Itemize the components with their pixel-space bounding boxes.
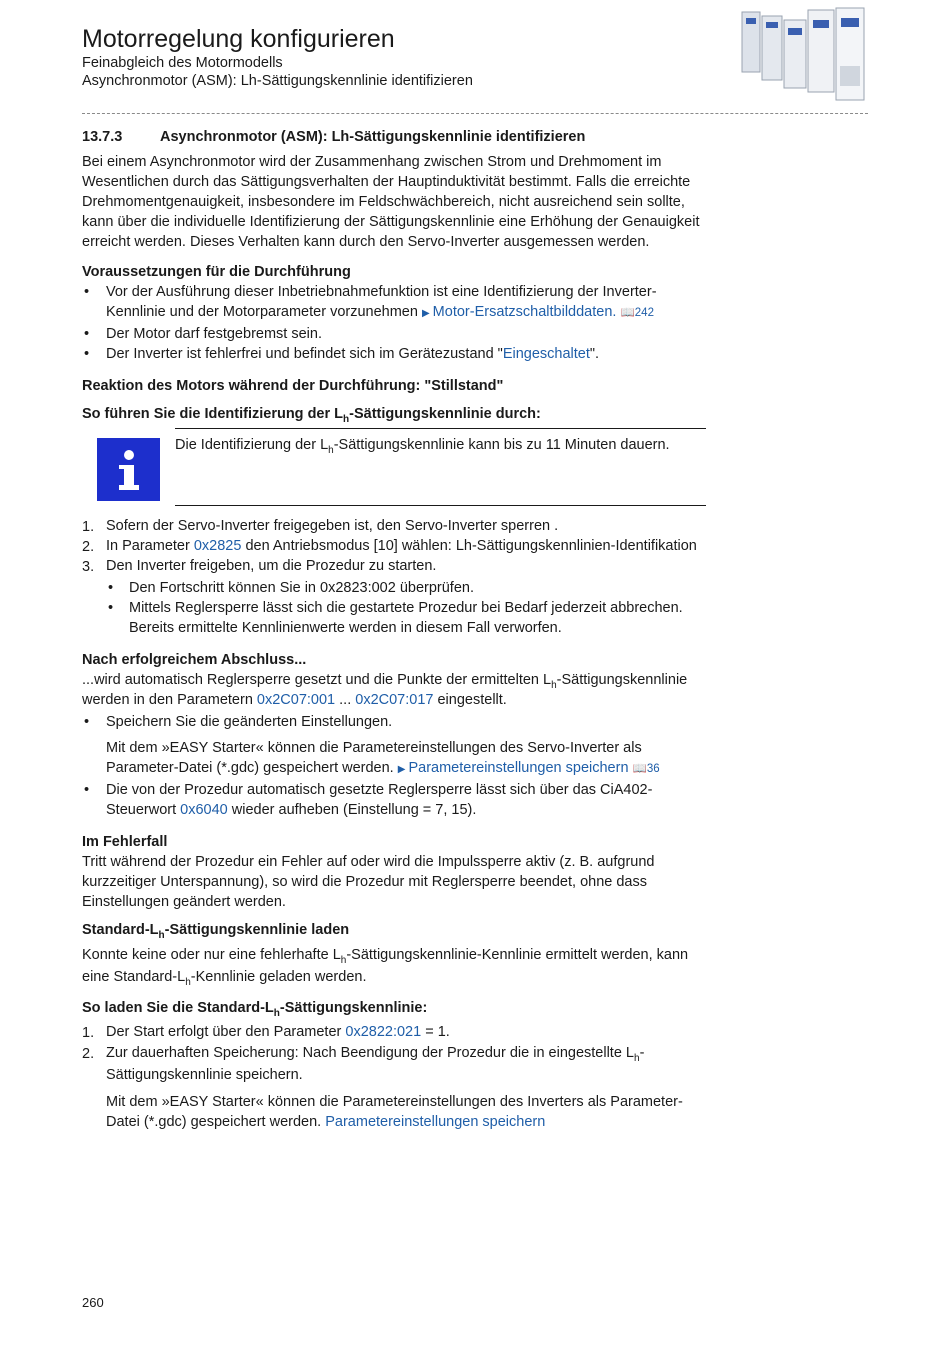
error-heading: Im Fehlerfall xyxy=(82,834,168,850)
main-content xyxy=(82,127,706,1132)
list-item: 2. Zur dauerhaften Speicherung: Nach Beendigung der Prozedur die in eingestellte $L_h$-Sättigungskennlinie speichern. Mit dem »EASY Starter« können die Parametereinstellungen des Inverters als Parameter-Datei (*.gdc) gespeichert werden. Parametereinstellungen speichern xyxy=(82,1045,683,1130)
howto-heading: So führen Sie die Identifizierung der $L_h$-Sättigungskennlinie durch: xyxy=(82,406,541,425)
list-item: 1. Der Start erfolgt über den Parameter 0x2822:021 = 1. xyxy=(82,1024,450,1041)
link-parametereinstellungen-speichern[interactable]: Parametereinstellungen speichern xyxy=(408,760,629,776)
section-breadcrumb: Asynchronmotor (ASM): Lh-Sättigungskennlinie identifizieren xyxy=(82,73,473,89)
link-0x2825[interactable]: 0x2825 xyxy=(193,538,242,554)
divider xyxy=(175,428,706,429)
arrow-right-icon: ▶ xyxy=(397,764,406,775)
load-steps xyxy=(82,1022,706,1132)
section-heading xyxy=(82,127,706,147)
list-item: • Mittels Reglersperre lässt sich die gestartete Prozedur bei Bedarf jederzeit abbrechen. Bereits ermittelte Kennlinienwerte werden in diesem Fall verworfen. xyxy=(106,598,706,638)
link-0x2c07-017[interactable]: 0x2C07:017 xyxy=(355,692,434,708)
steps-list xyxy=(82,516,706,638)
list-item: • Der Motor darf festgebremst sein. xyxy=(82,324,706,344)
prereq-list xyxy=(82,282,706,364)
subchapter-title: Feinabgleich des Motormodells xyxy=(82,55,283,71)
section-title: Asynchronmotor (ASM): Lh-Sättigungskennlinie identifizieren xyxy=(160,129,586,145)
list-item: • Der Inverter ist fehlerfrei und befindet sich im Gerätezustand "Eingeschaltet". xyxy=(82,344,706,364)
link-motor-ersatzschaltbilddaten[interactable]: Motor-Ersatzschaltbilddaten. xyxy=(432,304,617,320)
link-eingeschaltet[interactable]: Eingeschaltet xyxy=(502,346,590,362)
page-number: 260 xyxy=(82,1295,104,1310)
list-item: • Den Fortschritt können Sie in 0x2823:002 überprüfen. xyxy=(106,578,706,598)
reaction-heading: Reaktion des Motors während der Durchführung: "Stillstand" xyxy=(82,378,504,394)
book-icon: 📖 xyxy=(632,763,647,775)
link-parametereinstellungen-speichern[interactable]: Parametereinstellungen speichern xyxy=(325,1114,546,1130)
link-0x2c07-001[interactable]: 0x2C07:001 xyxy=(256,692,336,708)
sub-list xyxy=(106,578,706,638)
link-0x2822-021[interactable]: 0x2822:021 xyxy=(345,1024,422,1040)
arrow-right-icon: ▶ xyxy=(421,308,430,319)
success-list xyxy=(82,712,706,820)
standard-heading: Standard-$L_h$-Sättigungskennlinie laden xyxy=(82,922,350,941)
load-heading: So laden Sie die Standard-$L_h$-Sättigungskennlinie: xyxy=(82,1000,428,1019)
success-heading: Nach erfolgreichem Abschluss... xyxy=(82,652,307,668)
section-number: 13.7.3 xyxy=(82,129,123,145)
link-0x6040[interactable]: 0x6040 xyxy=(180,802,228,818)
chapter-title: Motorregelung konfigurieren xyxy=(82,25,395,53)
info-box xyxy=(82,428,706,512)
list-item: 1. Sofern der Servo-Inverter freigegeben ist, den Servo-Inverter sperren . xyxy=(82,518,559,535)
header-divider xyxy=(82,113,868,114)
list-item: 3. Den Inverter freigeben, um die Prozedur zu starten. • Den Fortschritt können Sie in 0x2823:002 überprüfen. • Mittels Reglersperre lässt sich die gestartete Prozedur bei Bedarf jederzeit abbrechen. Bereits ermittelte Kennlinienwerte werden in diesem Fall verworfen. xyxy=(82,556,706,638)
list-item: • Vor der Ausführung dieser Inbetriebnahmefunktion ist eine Identifizierung der Inverter-Kennlinie und der Motorparameter vorzunehmen ▶ Motor-Ersatzschaltbilddaten. 📖242 xyxy=(82,282,706,324)
list-item: • Die von der Prozedur automatisch gesetzte Reglersperre lässt sich über das CiA402-Steuerwort 0x6040 wieder aufheben (Einstellung = 7, 15). xyxy=(82,780,706,820)
standard-paragraph: Konnte keine oder nur eine fehlerhafte $L_h-Sättigungskennlinie$-Kennlinie ermittelt werden, kann eine Standard-$L_h$-Kennlinie geladen werden. xyxy=(82,947,689,988)
xref-page[interactable]: 36 xyxy=(646,763,660,775)
info-icon xyxy=(97,438,160,501)
error-paragraph: Tritt während der Prozedur ein Fehler auf oder wird die Impulssperre aktiv (z. B. aufgrund kurzzeitiger Unterspannung), so wird die Prozedur mit Reglersperre beendet, ohne dass Einstellungen geändert werden. xyxy=(82,854,655,910)
page-header xyxy=(82,24,742,90)
prereq-heading: Voraussetzungen für die Durchführung xyxy=(82,264,351,280)
info-text: Die Identifizierung der $L_h$-Sättigungskennlinie kann bis zu 11 Minuten dauern. xyxy=(175,437,670,456)
list-item: • Speichern Sie die geänderten Einstellungen. Mit dem »EASY Starter« können die Parametereinstellungen des Servo-Inverter als Parameter-Datei (*.gdc) gespeichert werden. ▶ Parametereinstellungen speichern 📖36 xyxy=(82,712,706,780)
divider xyxy=(175,505,706,506)
success-paragraph: ...wird automatisch Reglersperre gesetzt und die Punkte der ermittelten $L_h$-Sättigungskennlinie werden in den Parametern 0x2C07:001 ... 0x2C07:017 eingestellt. xyxy=(82,672,688,708)
book-icon: 📖 xyxy=(620,307,635,319)
product-image xyxy=(740,6,868,104)
intro-paragraph: Bei einem Asynchronmotor wird der Zusammenhang zwischen Strom und Drehmoment im Wesentlichen durch das Sättigungsverhalten der Hauptinduktivität bestimmt. Falls die erreichte Drehmomentgenauigkeit, insbesondere im Feldschwächbereich, nicht ausreichend sein sollte, kann über die individuelle Identifizierung der Sättigungskennlinie eine Erhöhung der Genauigkeit erreicht werden. Dieses Verhalten kann durch den Servo-Inverter ausgemessen werden. xyxy=(82,154,700,250)
list-item: 2. In Parameter 0x2825 den Antriebsmodus [10] wählen: Lh-Sättigungskennlinien-Identifikation xyxy=(82,538,697,555)
xref-page[interactable]: 242 xyxy=(634,307,654,319)
